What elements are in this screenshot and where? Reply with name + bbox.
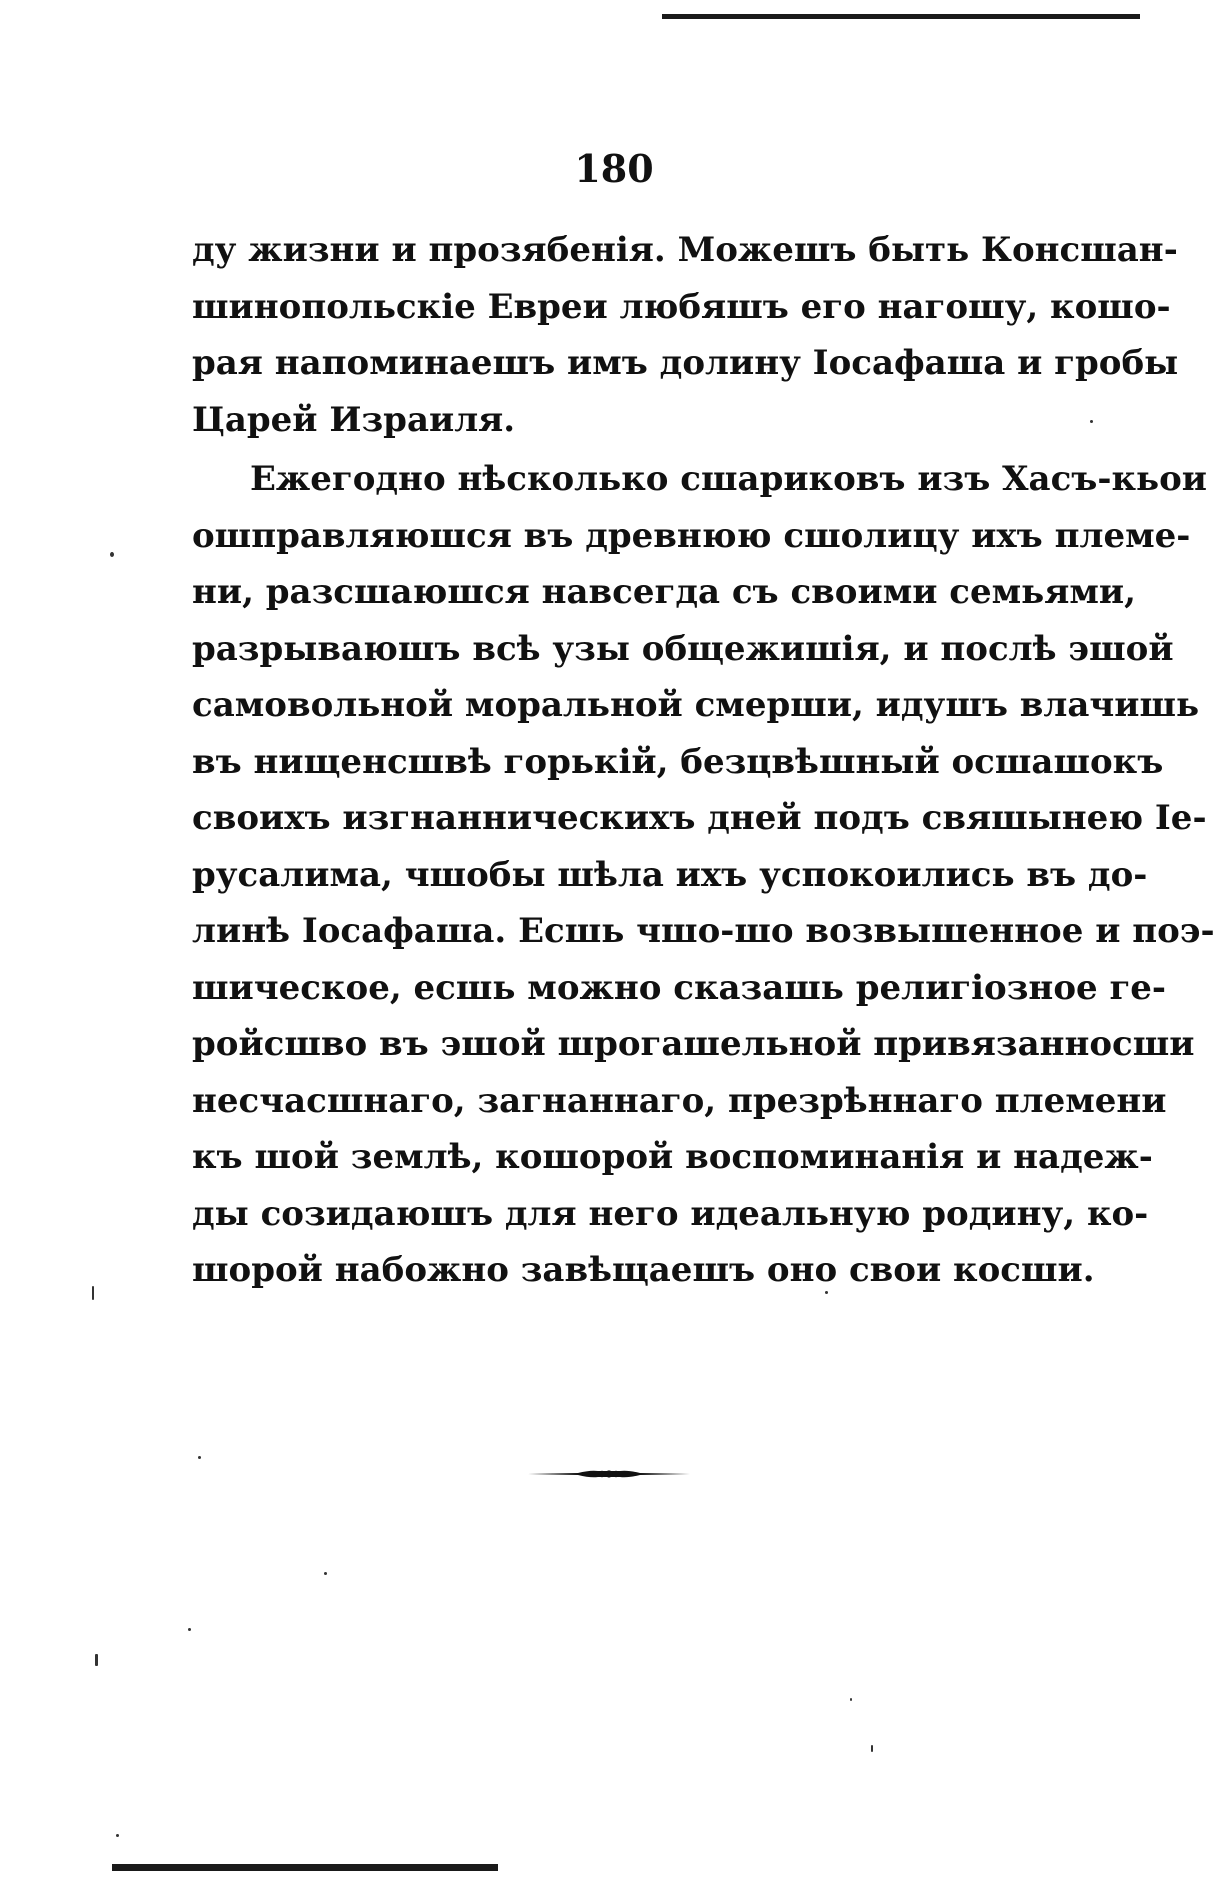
scan-speck (95, 1654, 98, 1666)
scan-speck (92, 1286, 94, 1300)
scan-speck (1090, 420, 1093, 423)
text-line: Ежегодно нѣсколько сшариковъ изъ Хасъ-кьои (250, 459, 1207, 499)
text-line: шинопольскіе Евреи любяшъ его нагошу, кошо- (192, 286, 1171, 327)
body-text (192, 222, 1215, 1299)
text-line: ды созидаюшъ для него идеальную родину, ко- (192, 1193, 1149, 1234)
paragraph-1 (192, 222, 1179, 448)
text-line: несчасшнаго, загнаннаго, презрѣннаго племени (192, 1080, 1167, 1121)
text-line: рая напоминаешъ имъ долину Іосафаша и гробы (192, 343, 1179, 383)
text-line: шическое, есшь можно сказашь религіозное ге- (192, 967, 1167, 1008)
scan-speck (825, 1291, 828, 1294)
scan-speck (198, 1456, 201, 1459)
scan-speck (850, 1698, 852, 1701)
scan-speck (324, 1572, 327, 1575)
text-line: въ нищенсшвѣ горькій, безцвѣшный осшашокъ (192, 741, 1164, 782)
text-line: русалима, чшобы шѣла ихъ успокоились въ до- (192, 854, 1148, 895)
page-number: 180 (574, 146, 654, 191)
paragraph-2 (192, 451, 1215, 1299)
text-line: своихъ изгнанническихъ дней подъ свяшынею Іе- (192, 798, 1207, 838)
tailpiece-ornament (528, 1468, 690, 1480)
scan-speck (116, 1834, 119, 1837)
text-line: шорой набожно завѣщаешъ оно свои косши. (192, 1250, 1095, 1290)
text-line: къ шой землѣ, кошорой воспоминанія и надеж- (192, 1137, 1153, 1177)
scan-speck (110, 552, 114, 557)
text-line: самовольной моральной смерши, идушъ влачишь (192, 685, 1200, 725)
text-line: ни, разсшаюшся навсегда съ своими семьями, (192, 572, 1136, 612)
scan-speck (871, 1745, 873, 1752)
text-line: ройсшво въ эшой шрогашельной привязанносши (192, 1024, 1195, 1064)
scan-speck (188, 1628, 191, 1631)
text-line: разрываюшъ всѣ узы общежишія, и послѣ эшой (192, 628, 1174, 669)
text-line: ошправляюшся въ древнюю сшолицу ихъ племе- (192, 515, 1191, 556)
scan-edge-line-top (662, 14, 1140, 19)
text-line: Царей Израиля. (192, 399, 516, 440)
text-line: ду жизни и прозябенія. Можешъ быть Консшан- (192, 230, 1178, 270)
text-line: линѣ Іосафаша. Есшь чшо-шо возвышенное и поэ- (192, 911, 1215, 951)
scan-edge-line-bottom (112, 1864, 498, 1871)
